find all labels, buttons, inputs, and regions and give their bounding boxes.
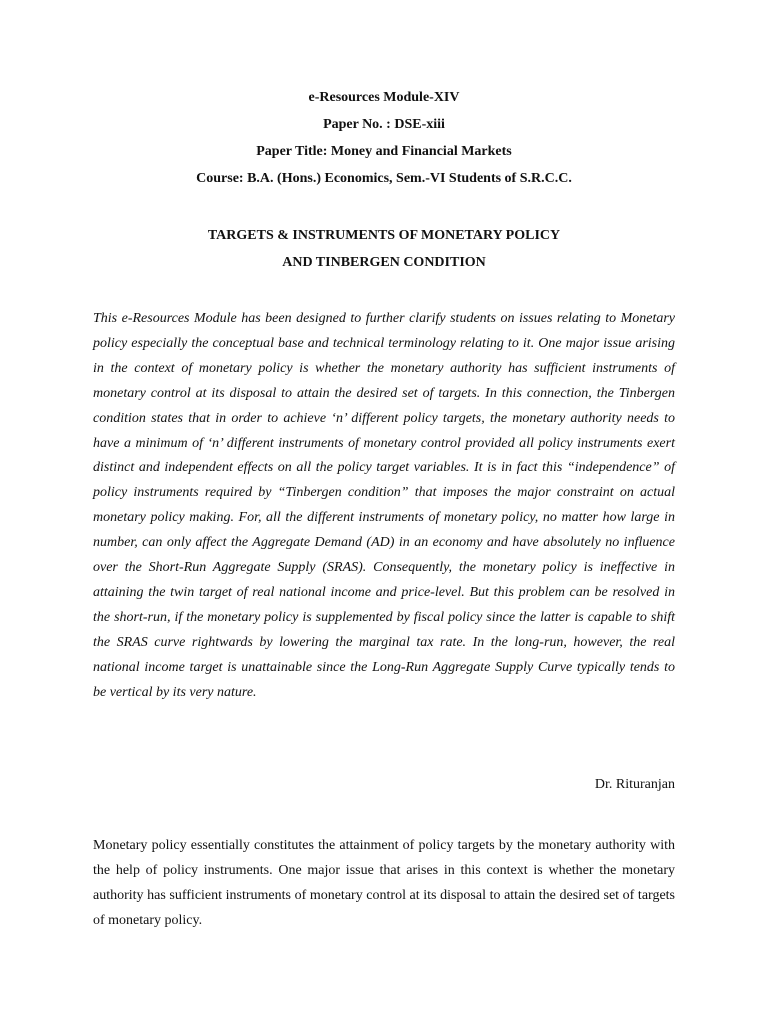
- body-paragraph: Monetary policy essentially constitutes the attainment of policy targets by the monetary authority with the help of policy instruments. One major issue that arises in this context is whether the monetary authority has sufficient instruments of monetary control at its disposal to attain the desired set of targets of monetary policy.: [93, 838, 675, 928]
- intro-paragraph: This e-Resources Module has been designed to further clarify students on issues relating to Monetary policy especially the conceptual base and technical terminology relating to it. One major issue arising in the context of monetary policy is whether the monetary authority has sufficient instruments of monetary control at its disposal to attain the desired set of targets. In this connection, the Tinbergen condition states that in order to achieve ‘n’ different policy targets, the monetary authority needs to have a minimum of ‘n’ different instruments of monetary control provided all policy instruments exert distinct and independent effects on all the policy target variables. It is in fact this “independence” of policy instruments required by “Tinbergen condition” that imposes the major constraint on actual monetary policy making. For, all the different instruments of monetary policy, no matter how large in number, can only affect the Aggregate Demand (AD) in an economy and have absolutely no influence over the Short-Run Aggregate Supply (SRAS). Consequently, the monetary policy is ineffective in attaining the twin target of real national income and price-level. But this problem can be resolved in the short-run, if the monetary policy is supplemented by fiscal policy since the latter is capable to shift the SRAS curve rightwards by lowering the marginal tax rate. In the long-run, however, the real national income target is unattainable since the Long-Run Aggregate Supply Curve typically tends to be vertical by its very nature.: [93, 311, 675, 700]
- document-title-line-2: AND TINBERGEN CONDITION: [282, 255, 486, 270]
- paper-title: Paper Title: Money and Financial Markets: [256, 144, 512, 159]
- course-info: Course: B.A. (Hons.) Economics, Sem.-VI Students of S.R.C.C.: [196, 171, 572, 186]
- paper-number: Paper No. : DSE-xiii: [323, 117, 445, 132]
- author-signature: Dr. Rituranjan: [594, 777, 675, 792]
- document-title-line-1: TARGETS & INSTRUMENTS OF MONETARY POLICY: [207, 228, 561, 243]
- module-heading: e-Resources Module-XIV: [308, 90, 460, 105]
